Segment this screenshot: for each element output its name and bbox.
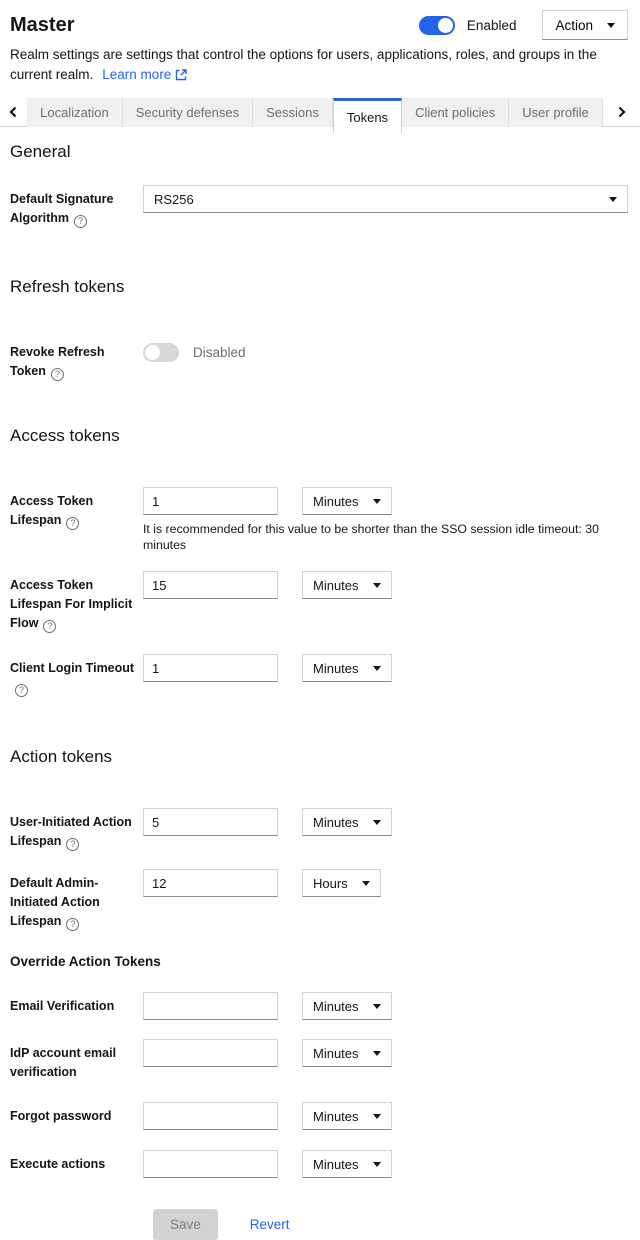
revoke-refresh-token-label: Revoke Refresh Token ? — [10, 345, 105, 379]
form-actions — [10, 1209, 628, 1240]
client-login-timeout-unit-select[interactable]: Minutes — [302, 654, 392, 682]
access-token-lifespan-unit-select[interactable]: Minutes — [302, 487, 392, 515]
toggle-knob — [438, 18, 453, 33]
chevron-down-icon — [373, 666, 381, 671]
override-action-tokens-heading: Override Action Tokens — [10, 954, 161, 969]
user-initiated-action-lifespan-label: User-Initiated Action Lifespan ? — [10, 815, 132, 849]
chevron-down-icon — [373, 1051, 381, 1056]
tab-sessions[interactable]: Sessions — [253, 98, 333, 127]
tokens-tab-content — [0, 127, 640, 1240]
execute-actions-unit-select[interactable]: Minutes — [302, 1150, 392, 1178]
general-section-heading: General — [10, 142, 71, 161]
toggle-knob — [145, 345, 160, 360]
action-dropdown-label: Action — [555, 17, 593, 33]
tab-tokens[interactable]: Tokens — [333, 98, 402, 133]
execute-actions-row — [10, 1150, 628, 1178]
tab-user-profile[interactable]: User profile — [509, 98, 602, 127]
help-icon[interactable]: ? — [66, 517, 79, 530]
realm-description: Realm settings are settings that control the options for users, applications, roles, and groups in the current realm. Learn more — [10, 47, 597, 82]
refresh-tokens-section-heading: Refresh tokens — [10, 277, 125, 296]
user-initiated-action-lifespan-row — [10, 808, 628, 851]
forgot-password-input[interactable] — [143, 1102, 278, 1130]
idp-account-email-verification-unit-select[interactable]: Minutes — [302, 1039, 392, 1067]
user-initiated-action-lifespan-input[interactable] — [143, 808, 278, 836]
revoke-refresh-token-state: Disabled — [193, 345, 246, 360]
email-verification-row — [10, 992, 628, 1020]
execute-actions-input[interactable] — [143, 1150, 278, 1178]
idp-account-email-verification-input[interactable] — [143, 1039, 278, 1067]
realm-enabled-label: Enabled — [466, 17, 517, 33]
chevron-down-icon — [373, 1162, 381, 1167]
access-tokens-section-heading: Access tokens — [10, 426, 120, 445]
chevron-down-icon — [373, 1114, 381, 1119]
help-icon[interactable]: ? — [74, 215, 87, 228]
save-button[interactable]: Save — [153, 1209, 218, 1240]
chevron-down-icon — [373, 499, 381, 504]
idp-account-email-verification-row — [10, 1039, 628, 1082]
user-initiated-action-lifespan-unit-select[interactable]: Minutes — [302, 808, 392, 836]
access-token-lifespan-helper: It is recommended for this value to be shorter than the SSO session idle timeout: 30 minutes — [143, 522, 599, 552]
action-tokens-section-heading: Action tokens — [10, 747, 113, 766]
scroll-tabs-left-button[interactable] — [0, 98, 27, 126]
default-admin-initiated-action-lifespan-input[interactable] — [143, 869, 278, 897]
page-header — [0, 0, 640, 85]
action-dropdown-button[interactable] — [542, 10, 628, 40]
access-token-lifespan-row — [10, 487, 628, 553]
chevron-left-icon — [8, 106, 19, 118]
default-admin-initiated-action-lifespan-row — [10, 869, 628, 931]
chevron-right-icon — [616, 106, 627, 118]
tab-client-policies[interactable]: Client policies — [402, 98, 509, 127]
email-verification-label: Email Verification — [10, 999, 115, 1013]
email-verification-input[interactable] — [143, 992, 278, 1020]
chevron-down-icon — [607, 23, 615, 28]
execute-actions-label: Execute actions — [10, 1157, 106, 1171]
access-token-lifespan-implicit-input[interactable] — [143, 571, 278, 599]
chevron-down-icon — [373, 820, 381, 825]
access-token-lifespan-input[interactable] — [143, 487, 278, 515]
chevron-down-icon — [373, 1004, 381, 1009]
client-login-timeout-row — [10, 654, 628, 697]
access-token-lifespan-implicit-label: Access Token Lifespan For Implicit Flow ? — [10, 578, 133, 631]
revoke-refresh-token-toggle[interactable] — [143, 343, 179, 362]
page-title: Master — [10, 13, 75, 36]
tab-bar — [0, 98, 640, 127]
revert-link[interactable]: Revert — [249, 1217, 290, 1232]
idp-account-email-verification-label: IdP account email verification — [10, 1046, 117, 1079]
realm-enabled-toggle[interactable] — [419, 16, 455, 35]
revoke-refresh-token-row — [10, 338, 628, 381]
help-icon[interactable]: ? — [43, 620, 56, 633]
client-login-timeout-input[interactable] — [143, 654, 278, 682]
default-admin-initiated-action-lifespan-label: Default Admin-Initiated Action Lifespan ? — [10, 876, 100, 929]
help-icon[interactable]: ? — [51, 368, 64, 381]
default-signature-algorithm-label: Default Signature Algorithm ? — [10, 192, 114, 226]
access-token-lifespan-label: Access Token Lifespan ? — [10, 494, 94, 528]
forgot-password-unit-select[interactable]: Minutes — [302, 1102, 392, 1130]
default-signature-algorithm-select[interactable]: RS256 — [143, 185, 628, 213]
scroll-tabs-right-button[interactable] — [603, 98, 640, 126]
chevron-down-icon — [373, 583, 381, 588]
access-token-lifespan-implicit-row — [10, 571, 628, 633]
help-icon[interactable]: ? — [15, 684, 28, 697]
chevron-down-icon — [609, 197, 617, 202]
forgot-password-label: Forgot password — [10, 1109, 112, 1123]
tab-list — [27, 98, 603, 127]
access-token-lifespan-implicit-unit-select[interactable]: Minutes — [302, 571, 392, 599]
default-signature-algorithm-row — [10, 185, 628, 228]
learn-more-link[interactable]: Learn more — [102, 67, 187, 82]
chevron-down-icon — [362, 881, 370, 886]
client-login-timeout-label: Client Login Timeout? — [10, 661, 135, 695]
tab-security-defenses[interactable]: Security defenses — [123, 98, 253, 127]
email-verification-unit-select[interactable]: Minutes — [302, 992, 392, 1020]
tab-localization[interactable]: Localization — [27, 98, 123, 127]
help-icon[interactable]: ? — [66, 838, 79, 851]
forgot-password-row — [10, 1102, 628, 1130]
help-icon[interactable]: ? — [66, 918, 79, 931]
external-link-icon — [171, 67, 187, 82]
default-admin-initiated-action-lifespan-unit-select[interactable]: Hours — [302, 869, 381, 897]
